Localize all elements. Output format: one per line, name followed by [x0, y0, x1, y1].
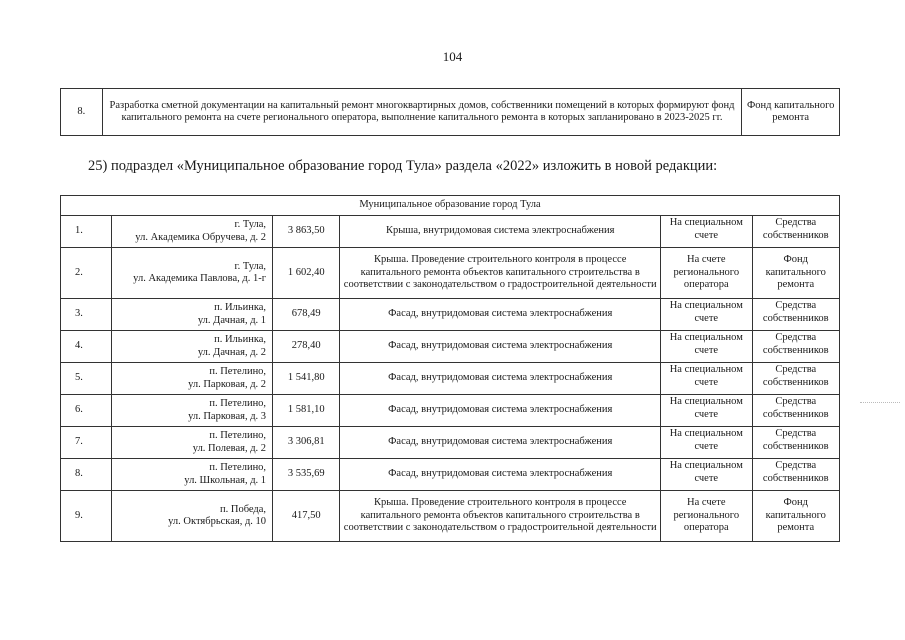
table-row [61, 299, 840, 331]
table-row [61, 216, 840, 248]
row-account: На счете регионального оператора [661, 491, 752, 542]
row-cost: 3 306,81 [273, 427, 340, 459]
scan-artifact-line [860, 402, 900, 403]
row-account: На специальном счете [661, 216, 752, 248]
row-funding-source: Средства собственников [752, 331, 839, 363]
row-account: На специальном счете [661, 395, 752, 427]
address-street: ул. Парковая, д. 2 [188, 378, 267, 390]
row-address [112, 299, 273, 331]
row-address [112, 248, 273, 299]
row-cost: 3 863,50 [273, 216, 340, 248]
table-row [61, 459, 840, 491]
row-work-type: Фасад, внутридомовая система электроснабжения [340, 299, 661, 331]
previous-table-fragment [60, 88, 840, 136]
row-number: 3. [61, 299, 112, 331]
address-locality: п. Ильинка, [214, 334, 267, 345]
address-street: ул. Академика Обручева, д. 2 [135, 231, 267, 243]
municipality-table [60, 195, 840, 542]
address-locality: п. Петелино, [209, 462, 267, 473]
row-number: 1. [61, 216, 112, 248]
row-cost: 1 602,40 [273, 248, 340, 299]
row-number: 2. [61, 248, 112, 299]
address-locality: п. Победа, [220, 503, 267, 515]
address-street: ул. Парковая, д. 3 [188, 410, 267, 422]
address-street: ул. Октябрьская, д. 10 [168, 516, 267, 527]
address-street: ул. Дачная, д. 2 [197, 346, 267, 358]
row-cost: 417,50 [273, 491, 340, 542]
address-locality: п. Петелино, [209, 366, 267, 377]
address-locality: п. Петелино, [209, 430, 267, 441]
row-account: На счете регионального оператора [661, 248, 752, 299]
row-cost: 678,49 [273, 299, 340, 331]
row-funding-source: Средства собственников [752, 459, 839, 491]
address-locality: г. Тула, [234, 260, 267, 272]
row-cost: 278,40 [273, 331, 340, 363]
row-number: 8. [61, 459, 112, 491]
row-funding-source: Фонд капитального ремонта [742, 89, 840, 136]
row-work-type: Фасад, внутридомовая система электроснабжения [340, 331, 661, 363]
row-cost: 3 535,69 [273, 459, 340, 491]
row-number: 7. [61, 427, 112, 459]
row-funding-source: Средства собственников [752, 216, 839, 248]
row-account: На специальном счете [661, 331, 752, 363]
table-row [61, 363, 840, 395]
row-funding-source: Средства собственников [752, 395, 839, 427]
row-description: Разработка сметной документации на капитальный ремонт многоквартирных домов, собственники помещений в которых формируют фонд капитального ремонта на счете регионального оператора, выполнение капитального ремонта в которых запланировано в 2023-2025 гг. [102, 89, 742, 136]
row-address [112, 395, 273, 427]
row-number: 5. [61, 363, 112, 395]
row-number: 8. [61, 89, 103, 136]
row-address [112, 491, 273, 542]
address-locality: п. Петелино, [209, 398, 267, 409]
row-cost: 1 581,10 [273, 395, 340, 427]
address-street: ул. Академика Павлова, д. 1-г [133, 273, 267, 284]
row-cost: 1 541,80 [273, 363, 340, 395]
row-number: 9. [61, 491, 112, 542]
row-work-type: Фасад, внутридомовая система электроснабжения [340, 459, 661, 491]
section-heading: 25) подраздел «Муниципальное образование город Тула» раздела «2022» изложить в новой редакции: [88, 158, 718, 174]
address-locality: п. Ильинка, [214, 302, 267, 313]
table-row [61, 427, 840, 459]
row-account: На специальном счете [661, 459, 752, 491]
row-address [112, 459, 273, 491]
table-title-row [61, 196, 840, 216]
row-address [112, 331, 273, 363]
row-address [112, 216, 273, 248]
address-street: ул. Школьная, д. 1 [184, 474, 267, 486]
table-row [61, 331, 840, 363]
row-address [112, 363, 273, 395]
row-work-type: Фасад, внутридомовая система электроснабжения [340, 363, 661, 395]
table-row [61, 248, 840, 299]
table-title: Муниципальное образование город Тула [61, 196, 840, 216]
row-funding-source: Фонд капитального ремонта [752, 248, 839, 299]
table-row [61, 491, 840, 542]
address-locality: г. Тула, [234, 219, 267, 230]
row-account: На специальном счете [661, 427, 752, 459]
page-number: 104 [442, 49, 463, 64]
row-number: 6. [61, 395, 112, 427]
row-funding-source: Средства собственников [752, 299, 839, 331]
row-address [112, 427, 273, 459]
address-street: ул. Дачная, д. 1 [197, 314, 267, 326]
row-funding-source: Фонд капитального ремонта [752, 491, 839, 542]
row-work-type: Фасад, внутридомовая система электроснабжения [340, 395, 661, 427]
row-work-type: Крыша, внутридомовая система электроснабжения [340, 216, 661, 248]
table-row [61, 395, 840, 427]
table-row [61, 89, 840, 136]
row-funding-source: Средства собственников [752, 363, 839, 395]
row-work-type: Крыша. Проведение строительного контроля в процессе капитального ремонта объектов капитального строительства в соответствии с законодательством о градостроительной деятельности [340, 248, 661, 299]
row-work-type: Фасад, внутридомовая система электроснабжения [340, 427, 661, 459]
address-street: ул. Полевая, д. 2 [192, 442, 267, 454]
row-account: На специальном счете [661, 363, 752, 395]
row-account: На специальном счете [661, 299, 752, 331]
row-work-type: Крыша. Проведение строительного контроля в процессе капитального ремонта объектов капитального строительства в соответствии с законодательством о градостроительной деятельности [340, 491, 661, 542]
row-funding-source: Средства собственников [752, 427, 839, 459]
row-number: 4. [61, 331, 112, 363]
